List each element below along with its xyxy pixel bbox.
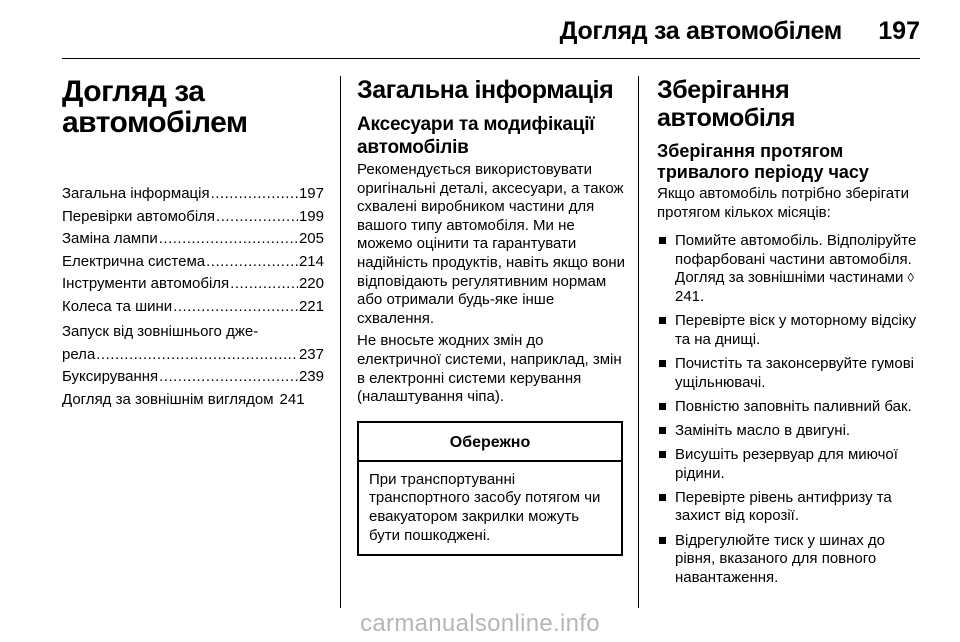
page-reference-arrow-icon: ◊: [907, 270, 914, 286]
toc-entry[interactable]: Загальна інформація ..... 197: [62, 183, 324, 206]
paragraph: Не вносьте жодних змін до електричної системи, наприклад, змін в електронні системи керування (налаштування чіпа).: [357, 332, 622, 406]
paragraph: Рекомендується використовувати оригінальні деталі, аксесуари, а також схвалені виробником частини для вашого типу автомобіля. Ми не можемо оцінити та гарантувати надійність продуктів, навіть якщо вони відповідають регулятивним нормам або отримали будь-яке інше схвалення.: [357, 161, 625, 327]
page-header: [0, 0, 960, 58]
general-info-column: [357, 76, 625, 556]
caution-text: При транспортуванні транспортного засобу потягом чи евакуатором закрилки можуть бути пошкоджені.: [369, 470, 601, 544]
bullet-square-icon: [659, 317, 666, 324]
page-reference[interactable]: 241.: [675, 287, 705, 305]
watermark: carmanualsonline.info: [360, 610, 600, 637]
subsection-heading: Аксесуари та модифікації автомобілів: [357, 114, 595, 158]
storage-column: [657, 76, 925, 593]
section-heading: Зберігання автомобіля: [657, 76, 796, 132]
list-item: Відрегулюйте тиск у шинах до рівня, вказаного для повного навантаження.: [657, 532, 925, 588]
toc-entry[interactable]: Буксирування ..... 239: [62, 366, 324, 389]
bullet-square-icon: [659, 237, 666, 244]
bullet-square-icon: [659, 451, 666, 458]
page-number: 197: [878, 17, 920, 45]
list-item: Перевірте віск у моторному відсіку та на днищі.: [657, 312, 925, 349]
storage-checklist: [657, 232, 925, 587]
bullet-square-icon: [659, 403, 666, 410]
bullet-square-icon: [659, 427, 666, 434]
bullet-square-icon: [659, 360, 666, 367]
subsection-heading: Зберігання протягом тривалого періоду часу: [657, 141, 869, 182]
toc-entry[interactable]: Перевірки автомобіля ..... 199: [62, 206, 324, 229]
bullet-square-icon: [659, 494, 666, 501]
column-divider-2: [638, 76, 639, 608]
toc-entry[interactable]: Догляд за зовнішнім виглядом 241: [62, 390, 305, 408]
list-item: Повністю заповніть паливний бак.: [657, 398, 925, 417]
toc-entry[interactable]: Інструменти автомобіля ..... 220: [62, 273, 324, 296]
bullet-square-icon: [659, 537, 666, 544]
caution-box: [357, 421, 623, 556]
list-item: Почистіть та законсервуйте гумові ущільнювачі.: [657, 355, 925, 392]
toc-entry[interactable]: Запуск від зовнішнього дже- рела ..... 237: [62, 321, 324, 366]
column-divider-1: [340, 76, 341, 608]
chapter-column: [62, 76, 324, 411]
toc-entry[interactable]: Заміна лампи ..... 205: [62, 228, 324, 251]
list-item: Помийте автомобіль. Відполіруйте пофарбовані частини автомобіля. Догляд за зовнішніми частинами ◊ 241.: [657, 232, 925, 306]
toc-entry[interactable]: Колеса та шини ..... 221: [62, 296, 324, 319]
table-of-contents: [62, 183, 324, 411]
list-item: Висушіть резервуар для миючої рідини.: [657, 446, 925, 483]
header-title: Догляд за автомобілем: [559, 17, 842, 45]
paragraph: Якщо автомобіль потрібно зберігати протягом кількох місяців:: [657, 185, 910, 221]
section-heading: Загальна інформація: [357, 76, 614, 104]
caution-title: Обережно: [359, 423, 621, 462]
header-rule: [62, 58, 920, 59]
toc-entry[interactable]: Електрична система ..... 214: [62, 251, 324, 274]
list-item: Перевірте рівень антифризу та захист від корозії.: [657, 489, 925, 526]
chapter-title: Догляд за автомобілем: [62, 75, 248, 139]
list-item: Замініть масло в двигуні.: [657, 422, 925, 441]
